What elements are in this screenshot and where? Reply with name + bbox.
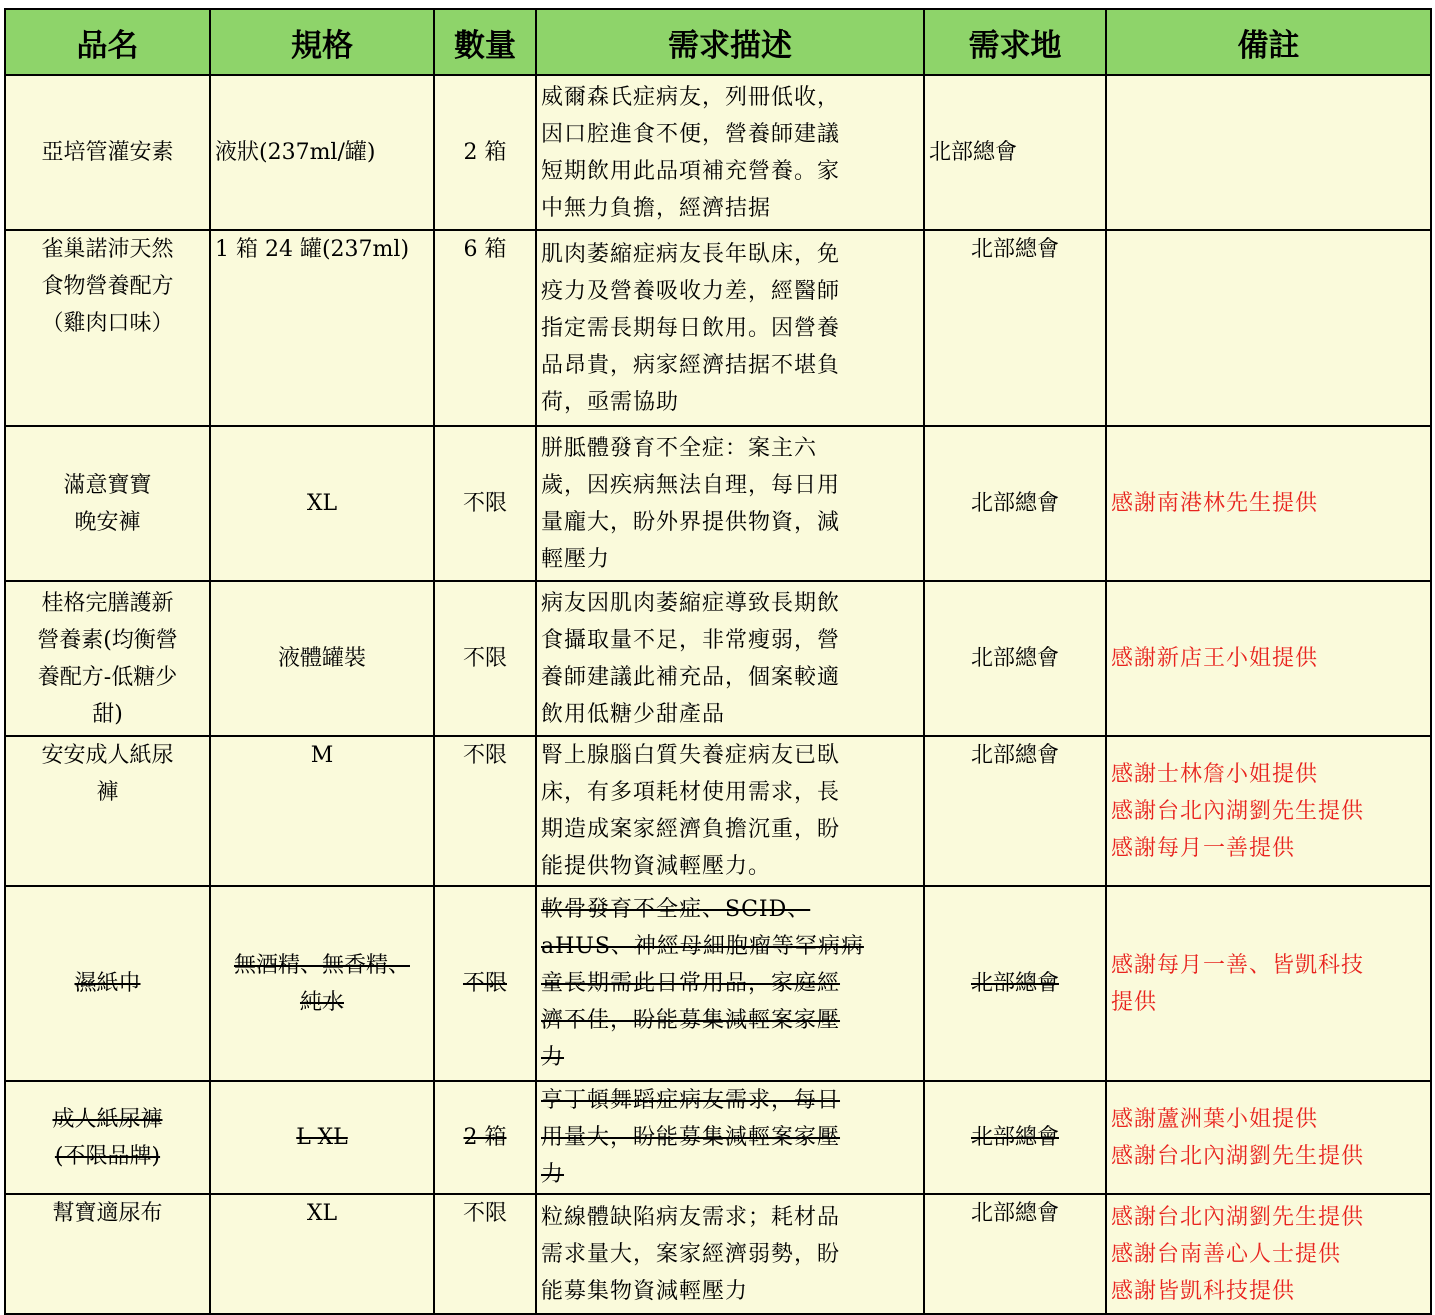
cell-place: 北部總會 [924,426,1106,581]
cell-qty: 不限 [434,1194,536,1314]
cell-name: 亞培管灌安素 [5,75,210,230]
cell-qty: 2 箱 [434,1081,536,1194]
cell-desc: 胼胝體發育不全症：案主六 歲，因疾病無法自理，每日用 量龐大，盼外界提供物資，減 輕壓力 [536,426,924,581]
cell-name: 濕紙巾 [5,886,210,1081]
header-qty: 數量 [434,9,536,75]
cell-qty: 不限 [434,426,536,581]
cell-qty: 2 箱 [434,75,536,230]
cell-place: 北部總會 [924,886,1106,1081]
cell-name: 幫寶適尿布 [5,1194,210,1314]
cell-note [1106,230,1431,426]
cell-spec: 液體罐裝 [210,581,434,736]
cell-name: 滿意寶寶 晚安褲 [5,426,210,581]
table-row [5,1081,1431,1194]
cell-note: 感謝南港林先生提供 [1106,426,1431,581]
cell-desc: 威爾森氏症病友，列冊低收， 因口腔進食不便，營養師建議 短期飲用此品項補充營養。家 中無力負擔，經濟拮据 [536,75,924,230]
cell-spec: M [210,736,434,886]
cell-qty: 不限 [434,581,536,736]
cell-note: 感謝每月一善、皆凱科技 提供 [1106,886,1431,1081]
header-place: 需求地 [924,9,1106,75]
cell-place: 北部總會 [924,581,1106,736]
table-row [5,886,1431,1081]
header-desc: 需求描述 [536,9,924,75]
cell-qty: 6 箱 [434,230,536,426]
cell-name: 雀巢諾沛天然 食物營養配方 （雞肉口味） [5,230,210,426]
cell-spec: 液狀(237ml/罐) [210,75,434,230]
cell-name: 桂格完膳護新 營養素(均衡營 養配方-低糖少 甜) [5,581,210,736]
cell-spec: 無酒精、無香精、 純水 [210,886,434,1081]
cell-desc: 病友因肌肉萎縮症導致長期飲 食攝取量不足，非常瘦弱，營 養師建議此補充品，個案較適 飲用低糖少甜產品 [536,581,924,736]
cell-note: 感謝台北內湖劉先生提供 感謝台南善心人士提供 感謝皆凱科技提供 [1106,1194,1431,1314]
cell-spec: XL [210,1194,434,1314]
table-row [5,581,1431,736]
cell-note: 感謝新店王小姐提供 [1106,581,1431,736]
cell-desc: 腎上腺腦白質失養症病友已臥 床，有多項耗材使用需求，長 期造成案家經濟負擔沉重，盼 能提供物資減輕壓力。 [536,736,924,886]
table-row [5,230,1431,426]
table-row [5,1194,1431,1314]
cell-spec: XL [210,426,434,581]
table-row [5,736,1431,886]
cell-name: 成人紙尿褲 (不限品牌) [5,1081,210,1194]
cell-desc: 亨丁頓舞蹈症病友需求，每日 用量大，盼能募集減輕案家壓 力 [536,1081,924,1194]
cell-place: 北部總會 [924,1194,1106,1314]
cell-note [1106,75,1431,230]
cell-place: 北部總會 [924,230,1106,426]
cell-qty: 不限 [434,886,536,1081]
cell-place: 北部總會 [924,75,1106,230]
cell-desc: 粒線體缺陷病友需求；耗材品 需求量大，案家經濟弱勢，盼 能募集物資減輕壓力 [536,1194,924,1314]
header-note: 備註 [1106,9,1431,75]
cell-spec: 1 箱 24 罐(237ml) [210,230,434,426]
cell-name: 安安成人紙尿 褲 [5,736,210,886]
cell-note: 感謝蘆洲葉小姐提供 感謝台北內湖劉先生提供 [1106,1081,1431,1194]
cell-place: 北部總會 [924,1081,1106,1194]
header-name: 品名 [5,9,210,75]
table-row [5,75,1431,230]
cell-note: 感謝士林詹小姐提供 感謝台北內湖劉先生提供 感謝每月一善提供 [1106,736,1431,886]
cell-desc: 肌肉萎縮症病友長年臥床，免 疫力及營養吸收力差，經醫師 指定需長期每日飲用。因營養 品昂貴，病家經濟拮据不堪負 荷，亟需協助 [536,230,924,426]
cell-qty: 不限 [434,736,536,886]
donation-needs-table [4,8,1432,1315]
header-row [5,9,1431,75]
cell-spec: L-XL [210,1081,434,1194]
cell-place: 北部總會 [924,736,1106,886]
header-spec: 規格 [210,9,434,75]
table-row [5,426,1431,581]
cell-desc: 軟骨發育不全症、SCID、 aHUS、神經母細胞瘤等罕病病 童長期需此日常用品，家庭經 濟不佳，盼能募集減輕案家壓 力 [536,886,924,1081]
